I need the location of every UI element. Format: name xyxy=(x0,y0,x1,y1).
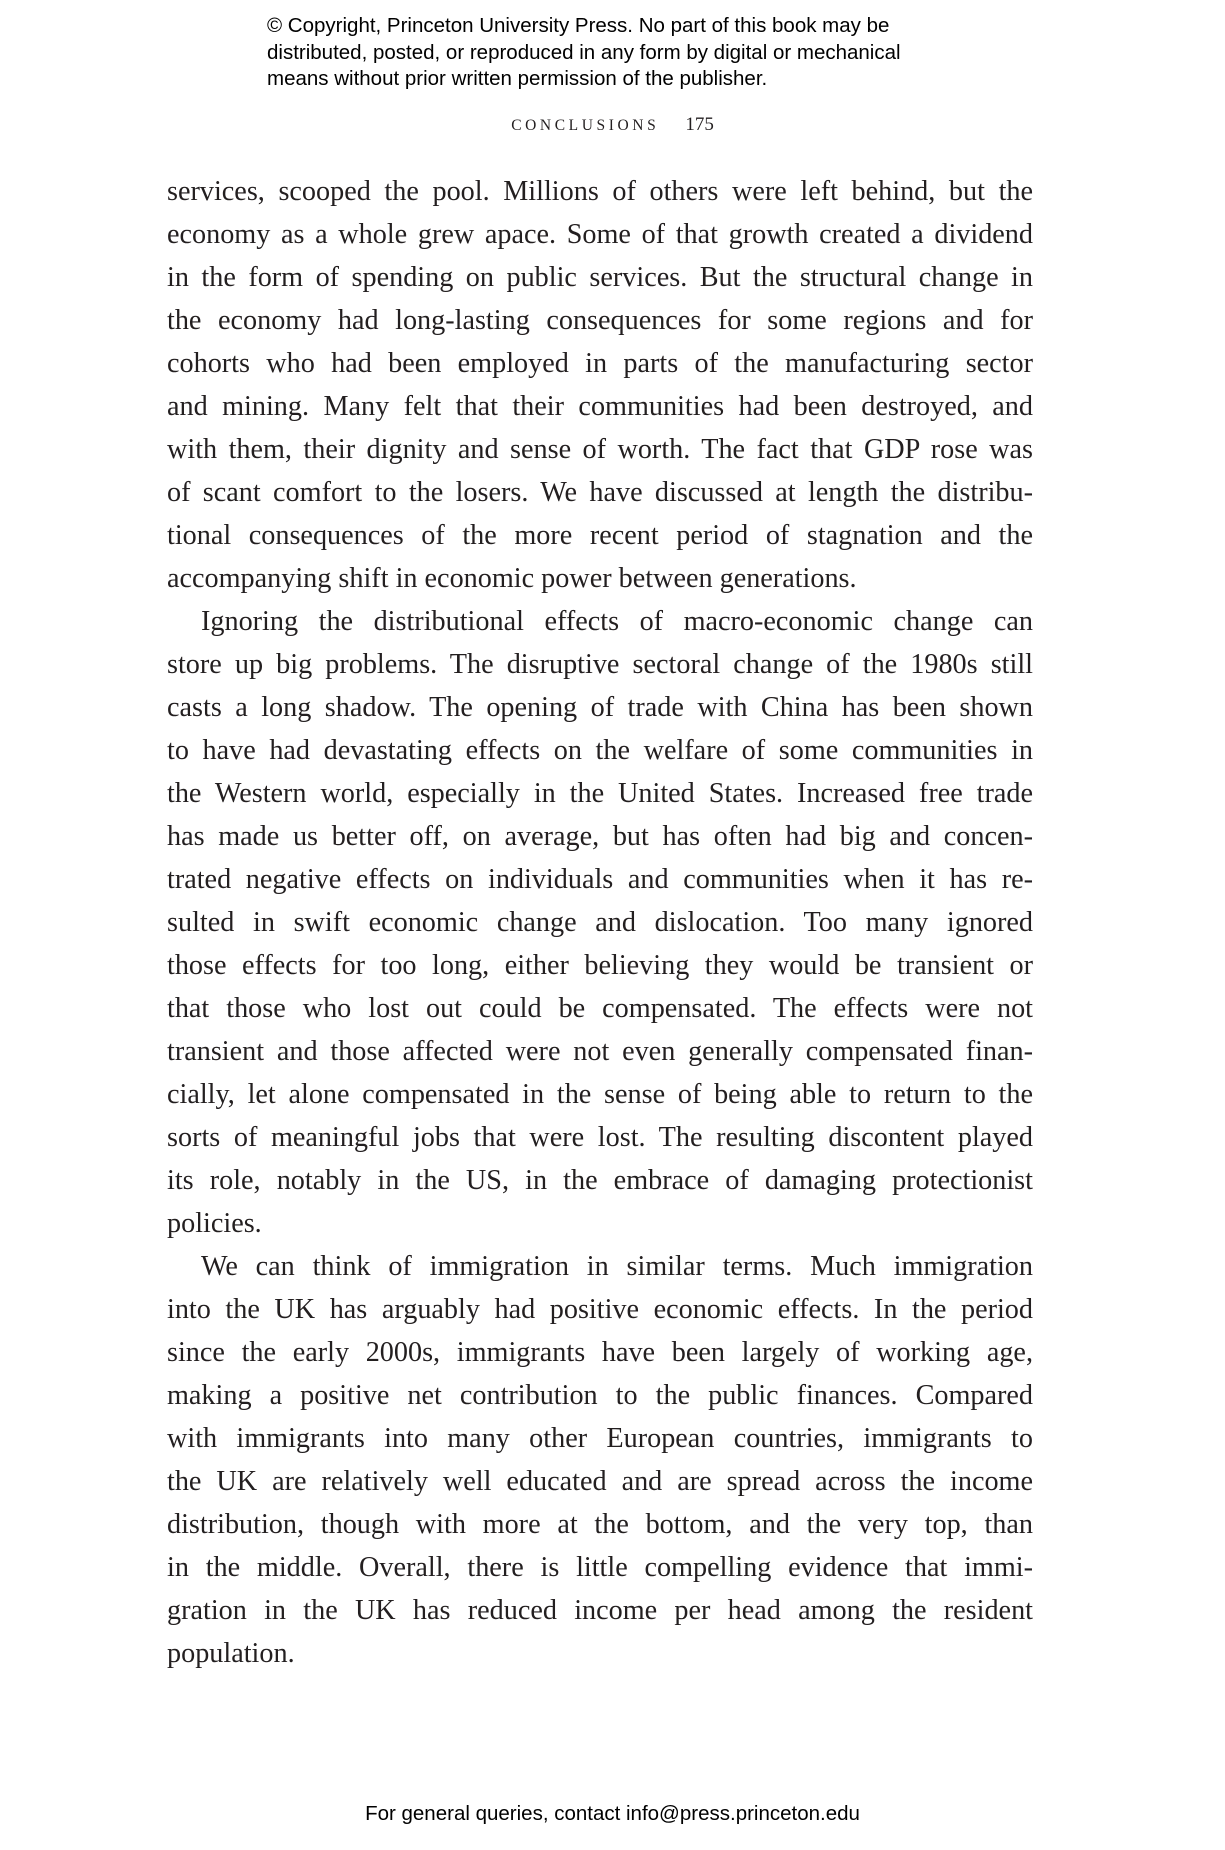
paragraph-3 xyxy=(167,1245,1033,1675)
text-line: in the middle. Overall, there is little compelling evidence that immi- xyxy=(167,1552,1033,1583)
text-line: the Western world, especially in the United States. Increased free trade xyxy=(167,778,1033,809)
text-line: cially, let alone compensated in the sense of being able to return to the xyxy=(167,1079,1033,1110)
text-line: trated negative effects on individuals and communities when it has re- xyxy=(167,864,1033,895)
paragraph-2 xyxy=(167,600,1033,1245)
copyright-line: © Copyright, Princeton University Press. No part of this book may be xyxy=(267,14,890,37)
text-line: has made us better off, on average, but has often had big and concen- xyxy=(167,821,1033,852)
text-line: We can think of immigration in similar terms. Much immigration xyxy=(201,1251,1033,1282)
text-line: since the early 2000s, immigrants have been largely of working age, xyxy=(167,1337,1033,1368)
text-line: with them, their dignity and sense of worth. The fact that GDP rose was xyxy=(167,434,1033,465)
text-line: cohorts who had been employed in parts of the manufacturing sector xyxy=(167,348,1033,379)
copyright-line: distributed, posted, or reproduced in any form by digital or mechanical xyxy=(267,40,901,64)
text-line: those effects for too long, either believing they would be transient or xyxy=(167,950,1033,981)
text-line: distribution, though with more at the bottom, and the very top, than xyxy=(167,1509,1033,1540)
text-line: economy as a whole grew apace. Some of that growth created a dividend xyxy=(167,219,1033,250)
section-title: CONCLUSIONS xyxy=(511,117,660,134)
text-line: population. xyxy=(167,1638,295,1669)
text-line: the economy had long-lasting consequences for some regions and for xyxy=(167,305,1033,336)
text-line: of scant comfort to the losers. We have discussed at length the distribu- xyxy=(167,477,1033,508)
text-line: store up big problems. The disruptive sectoral change of the 1980s still xyxy=(167,649,1033,680)
copyright-line: means without prior written permission of the publisher. xyxy=(267,67,768,90)
text-line: making a positive net contribution to the public finances. Compared xyxy=(167,1380,1033,1411)
text-line: in the form of spending on public services. But the structural change in xyxy=(167,262,1033,293)
text-line: transient and those affected were not even generally compensated finan- xyxy=(167,1036,1033,1067)
text-line: Ignoring the distributional effects of macro-economic change can xyxy=(201,606,1033,637)
text-line: policies. xyxy=(167,1208,262,1239)
text-line: tional consequences of the more recent period of stagnation and the xyxy=(167,520,1033,551)
text-line: gration in the UK has reduced income per head among the resident xyxy=(167,1595,1033,1626)
text-line: sulted in swift economic change and dislocation. Too many ignored xyxy=(167,907,1033,938)
text-line: to have had devastating effects on the welfare of some communities in xyxy=(167,735,1033,766)
text-line: accompanying shift in economic power between generations. xyxy=(167,563,857,594)
text-line: that those who lost out could be compensated. The effects were not xyxy=(167,993,1033,1024)
text-line: its role, notably in the US, in the embrace of damaging protectionist xyxy=(167,1165,1033,1196)
body-text xyxy=(167,170,1033,1675)
text-line: into the UK has arguably had positive economic effects. In the period xyxy=(167,1294,1033,1325)
text-line: with immigrants into many other European countries, immigrants to xyxy=(167,1423,1033,1454)
text-line: and mining. Many felt that their communities had been destroyed, and xyxy=(167,391,1033,422)
text-line: services, scooped the pool. Millions of others were left behind, but the xyxy=(167,176,1033,207)
running-head xyxy=(0,113,1225,138)
text-line: sorts of meaningful jobs that were lost. The resulting discontent played xyxy=(167,1122,1033,1153)
text-line: casts a long shadow. The opening of trade with China has been shown xyxy=(167,692,1033,723)
footer-contact: For general queries, contact info@press.princeton.edu xyxy=(365,1802,860,1825)
paragraph-1 xyxy=(167,170,1033,600)
copyright-notice xyxy=(267,13,987,93)
text-line: the UK are relatively well educated and are spread across the income xyxy=(167,1466,1033,1497)
page-number: 175 xyxy=(685,114,714,135)
